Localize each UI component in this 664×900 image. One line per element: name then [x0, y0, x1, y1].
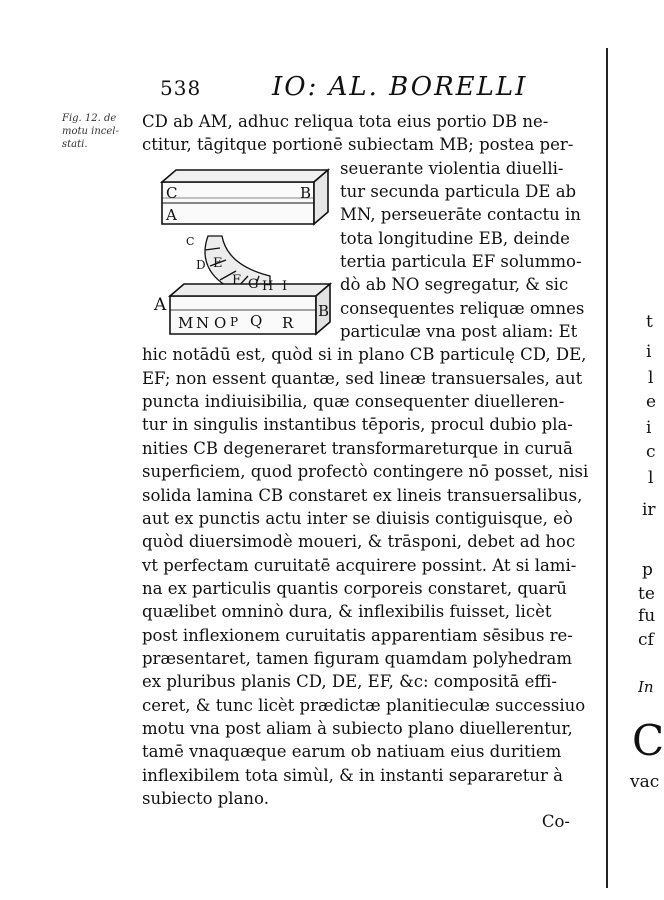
text-line: puncta indiuisibilia, quæ consequenter diuelleren- — [142, 392, 565, 412]
figure-label: D — [196, 258, 206, 272]
figure-label: B — [300, 184, 312, 202]
text-line: tur in singulis instantibus tēporis, procul dubio pla- — [142, 415, 573, 435]
text-line: tertia particula EF solummo- — [340, 252, 582, 272]
adjacent-fragment: ir — [642, 500, 656, 520]
text-line: motu vna post aliam à subiecto plano diuellerentur, — [142, 718, 573, 738]
text-line: CD ab AM, adhuc reliqua tota eius portio DB ne- — [142, 112, 549, 131]
text-line: præsentaret, tamen figuram quamdam polyhedram — [142, 648, 572, 668]
figure-label: I — [282, 279, 288, 294]
figure-label: E — [213, 256, 223, 271]
figure-label: F — [232, 273, 242, 288]
figure-label: C — [166, 184, 178, 202]
text-line: hic notādū est, quòd si in plano CB particulę CD, DE, — [142, 345, 587, 365]
marginal-note-line: Fig. 12. de — [62, 113, 117, 124]
figure-label: H — [262, 279, 274, 294]
figure-label: A — [166, 206, 177, 224]
text-line: MN, perseuerāte contactu in — [340, 205, 581, 225]
figure-label: P — [230, 315, 239, 329]
figure-label: R — [282, 314, 294, 332]
text-line: ex pluribus planis CD, DE, EF, &c: compositā effi- — [142, 672, 557, 692]
page-number: 538 — [160, 76, 202, 100]
adjacent-fragment: C — [632, 716, 664, 765]
text-line: particulæ vna post aliam: Et — [340, 322, 578, 342]
text-line: solida lamina CB constaret ex lineis transuersalibus, — [142, 485, 583, 505]
adjacent-fragment: fu — [638, 606, 656, 626]
text-line: post inflexionem curuitatis apparentiam sēsibus re- — [142, 625, 573, 645]
figure-label: N — [196, 314, 210, 332]
running-head — [0, 72, 600, 104]
text-line: consequentes reliquæ omnes — [340, 298, 585, 318]
adjacent-fragment: cf — [638, 630, 654, 650]
text-line: EF; non essent quantæ, sed lineæ transuersales, aut — [142, 368, 583, 388]
text-line: quòd diuersimodè moueri, & trāsponi, debet ad hoc — [142, 532, 576, 552]
text-line: superficiem, quod profectò contingere nō posset, nisi — [142, 462, 589, 482]
figure-label: A — [154, 295, 167, 315]
text-line: ctitur, tāgitque portionē subiectam MB; postea per- — [142, 135, 574, 155]
text-line: dò ab NO segregatur, & sic — [340, 275, 569, 295]
adjacent-fragment: t — [646, 312, 653, 332]
adjacent-page-fragment — [612, 0, 664, 900]
text-line: quælibet omninò dura, & inflexibilis fuisset, licèt — [142, 602, 552, 622]
catchword: Co- — [541, 812, 570, 832]
adjacent-fragment: In — [638, 678, 654, 696]
text-line: ceret, & tunc licèt prædictæ planitieculæ successiuo — [142, 695, 586, 715]
page-gutter-line — [606, 48, 608, 888]
text-line: nities CB degeneraret transformareturque in curuā — [142, 438, 573, 458]
marginal-note-line: motu incel- — [62, 126, 119, 137]
adjacent-fragment: l — [648, 368, 654, 388]
text-line: vt perfectam curuitatē acquirere possint. At si lami- — [142, 555, 577, 575]
text-line: aut ex punctis actu inter se diuisis contiguisque, eò — [142, 508, 573, 528]
figure-label: C — [186, 235, 195, 248]
figure-label: B — [318, 302, 330, 320]
figure-label: M — [178, 314, 194, 332]
figure-label: G — [248, 277, 259, 292]
adjacent-fragment: c — [646, 442, 656, 462]
body-text — [142, 110, 592, 834]
adjacent-fragment: e — [646, 392, 657, 412]
adjacent-fragment: p — [642, 560, 653, 580]
adjacent-fragment: i — [646, 342, 652, 362]
marginal-note-line: stati. — [62, 139, 88, 150]
adjacent-fragment: l — [648, 468, 654, 488]
adjacent-fragment: i — [646, 418, 652, 438]
adjacent-fragment: te — [638, 584, 655, 604]
figure-label: Q — [250, 312, 263, 330]
text-line: na ex particulis quantis corporeis constaret, quarū — [142, 578, 567, 598]
text-line: tur secunda particula DE ab — [340, 182, 577, 202]
adjacent-fragment: vac — [630, 772, 660, 792]
marginal-note — [62, 112, 142, 151]
text-line: tota longitudine EB, deinde — [340, 228, 570, 248]
figure-label: O — [214, 314, 227, 332]
text-line: inflexibilem tota simùl, & in instanti separaretur à — [142, 765, 564, 785]
text-line: seuerante violentia diuelli- — [340, 158, 564, 178]
text-line: subiecto plano. — [142, 788, 269, 808]
author-heading: IO: AL. BORELLI — [272, 72, 528, 102]
text-line: tamē vnaquæque earum ob natiuam eius duritiem — [142, 742, 562, 762]
